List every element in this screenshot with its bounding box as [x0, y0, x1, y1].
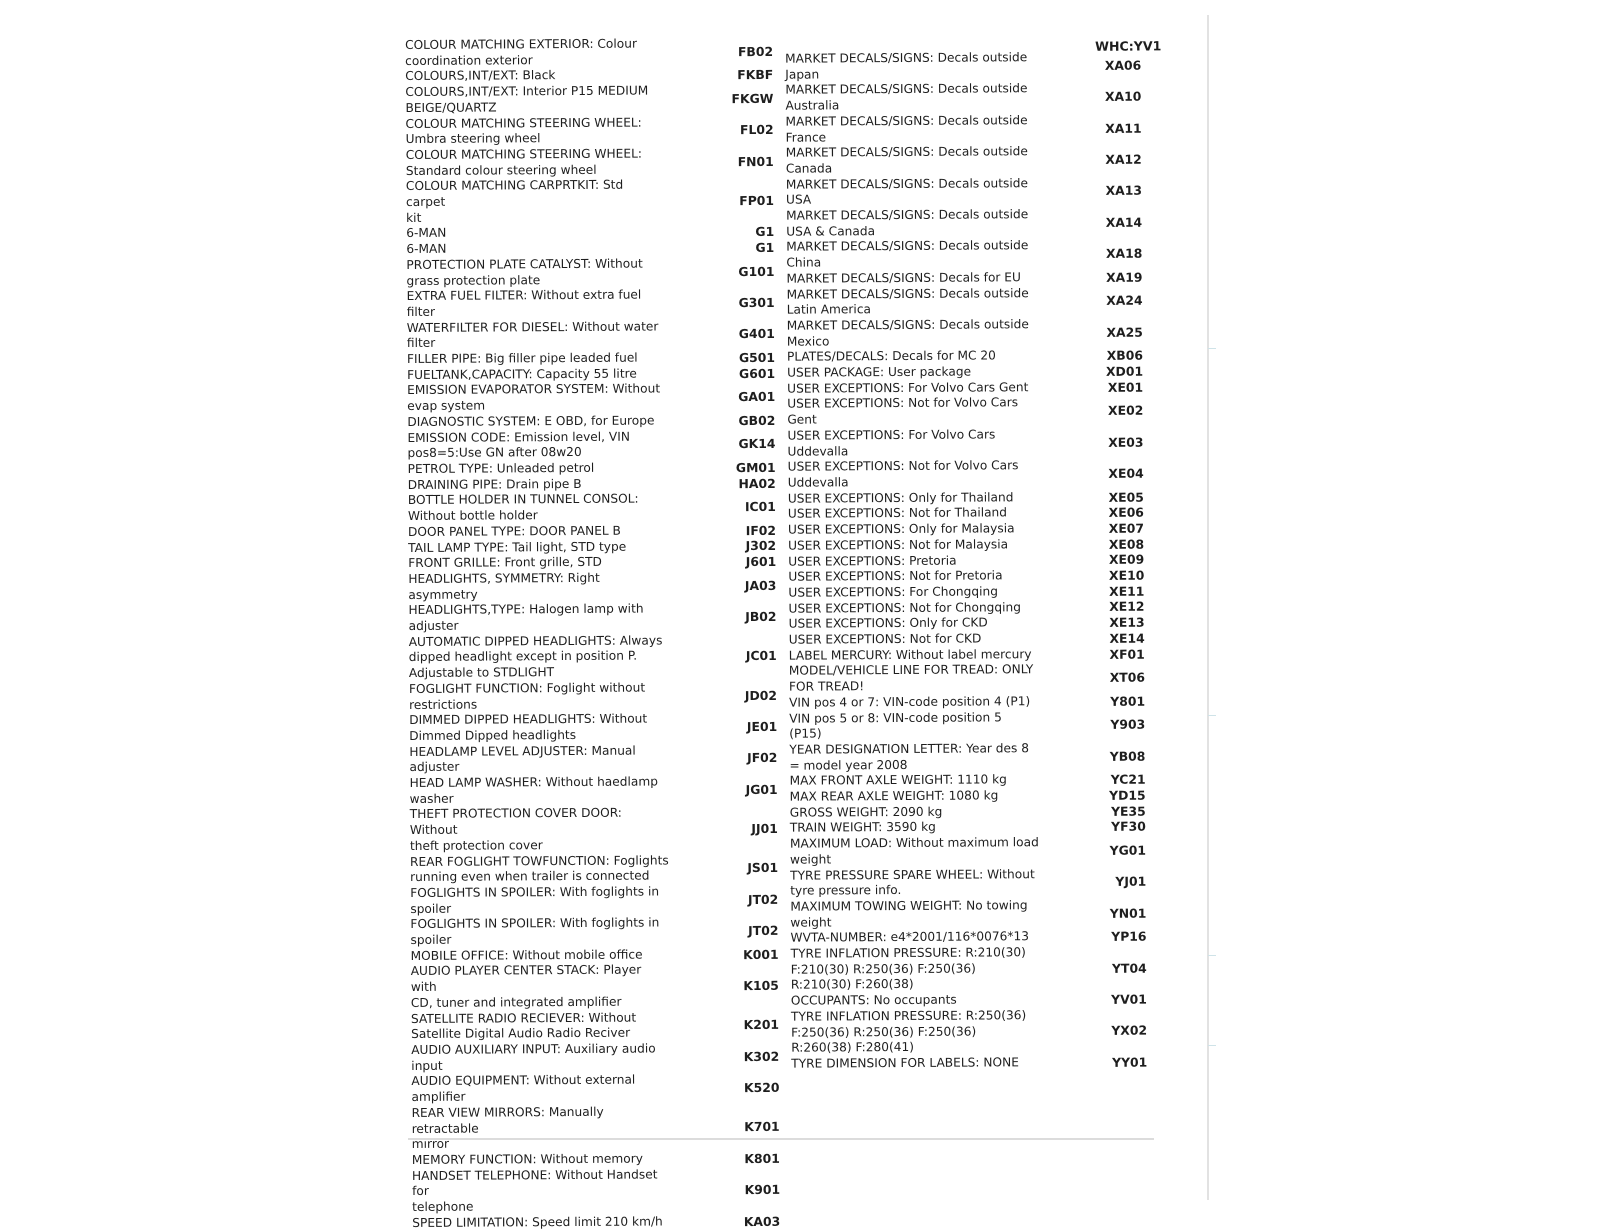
option-description: DIAGNOSTIC SYSTEM: E OBD, for Europe — [407, 413, 655, 429]
option-description: LABEL MERCURY: Without label mercury — [788, 646, 1032, 663]
option-code: XA18 — [1105, 245, 1143, 262]
option-entry — [787, 426, 1167, 460]
option-code: YE35 — [1111, 803, 1146, 819]
option-code: JE01 — [746, 718, 778, 735]
option-description: COLOUR MATCHING CARPRTKIT: Std carpet kit — [405, 177, 624, 225]
option-description: TYRE INFLATION PRESSURE: R:210(30) F:210(30) R:250(36) F:250(36) R:210(30) F:260(38) — [790, 945, 1026, 993]
option-description: USER EXCEPTIONS: Not for Volvo Cars Gent — [787, 395, 1019, 427]
option-code: XA14 — [1105, 214, 1143, 230]
left-entry-list — [405, 36, 782, 1231]
option-entry — [788, 458, 1168, 492]
option-description: MARKET DECALS/SIGNS: Decals outside China — [786, 238, 1029, 270]
option-code: YB08 — [1109, 748, 1146, 764]
option-entry — [412, 1166, 782, 1215]
option-description: MEMORY FUNCTION: Without memory — [411, 1151, 643, 1167]
option-description: EXTRA FUEL FILTER: Without extra fuel filter — [406, 287, 642, 319]
right-column — [785, 33, 1171, 1072]
option-description: USER EXCEPTIONS: For Chongqing — [788, 584, 998, 600]
option-description: TRAIN WEIGHT: 3590 kg — [789, 820, 936, 836]
option-entry — [789, 709, 1169, 743]
option-code: K701 — [744, 1119, 780, 1135]
option-description: HEADLIGHTS,TYPE: Halogen lamp with adjuster — [408, 601, 644, 634]
option-description: USER EXCEPTIONS: Not for CKD — [788, 631, 982, 647]
option-description: DRAINING PIPE: Drain pipe B — [407, 476, 582, 492]
option-code: XA24 — [1106, 292, 1143, 309]
edge-tick — [1208, 715, 1216, 716]
option-entry — [785, 112, 1165, 146]
option-code: XE02 — [1107, 402, 1144, 419]
option-description: COLOUR MATCHING STEERING WHEEL: Umbra steering wheel — [405, 115, 642, 147]
option-code: KA03 — [743, 1213, 781, 1229]
option-code: XE08 — [1108, 536, 1145, 552]
option-code: JT02 — [747, 891, 779, 907]
option-description: HEAD LAMP WASHER: Without haedlamp washer — [409, 774, 658, 806]
option-code: K201 — [743, 1017, 780, 1033]
option-code: XE09 — [1108, 551, 1145, 568]
option-code: IC01 — [744, 498, 776, 515]
edge-tick — [1208, 348, 1216, 349]
option-description: MARKET DECALS/SIGNS: Decals outside Latin America — [786, 285, 1029, 317]
option-description: OCCUPANTS: No occupants — [790, 992, 957, 1008]
option-code: G401 — [738, 326, 775, 342]
option-description: SATELLITE RADIO RECIEVER: Without Satellite Digital Audio Radio Reciver — [410, 1010, 637, 1042]
option-entry — [408, 491, 778, 525]
option-entry — [405, 114, 775, 148]
left-column — [405, 36, 782, 1231]
option-code: XE01 — [1107, 379, 1144, 395]
option-description: MARKET DECALS/SIGNS: Decals for EU — [786, 270, 1021, 286]
option-entry — [406, 146, 776, 180]
option-entry — [409, 680, 779, 714]
option-entry — [790, 866, 1170, 900]
option-description: FOGLIGHTS IN SPOILER: With foglights in spoiler — [410, 915, 660, 948]
option-entry — [785, 49, 1165, 83]
option-description: AUDIO EQUIPMENT: Without external amplifier — [411, 1073, 636, 1105]
option-description: USER EXCEPTIONS: Only for Thailand — [787, 489, 1014, 506]
option-description: YEAR DESIGNATION LETTER: Year des 8 = model year 2008 — [789, 741, 1030, 773]
option-code: XE07 — [1108, 520, 1145, 536]
option-description: MARKET DECALS/SIGNS: Decals outside USA — [785, 175, 1029, 208]
option-entry — [406, 177, 776, 226]
option-entry — [409, 711, 779, 745]
option-code: XE14 — [1109, 630, 1145, 646]
option-code: G601 — [738, 365, 776, 381]
option-code: XA06 — [1104, 57, 1142, 73]
option-entry — [411, 962, 781, 1011]
option-code: YG01 — [1109, 842, 1147, 858]
option-description: AUDIO PLAYER CENTER STACK: Player with CD, tuner and integrated amplifier — [410, 963, 642, 1010]
option-entry — [787, 316, 1167, 350]
option-description: 6-MAN — [406, 226, 447, 241]
option-code: FN01 — [737, 153, 774, 169]
option-entry — [786, 238, 1166, 272]
option-code: G301 — [738, 294, 775, 311]
option-code: YF30 — [1111, 818, 1146, 835]
option-code: GA01 — [738, 389, 776, 405]
option-code: XA19 — [1106, 269, 1143, 285]
option-description: COLOURS,INT/EXT: Black — [405, 68, 556, 84]
option-entry — [791, 944, 1171, 993]
option-description: MAX FRONT AXLE WEIGHT: 1110 kg — [789, 772, 1007, 789]
option-entry — [410, 774, 780, 808]
option-description: TAIL LAMP TYPE: Tail light, STD type — [408, 539, 627, 555]
option-description: MARKET DECALS/SIGNS: Decals outside Australia — [785, 81, 1028, 113]
option-entry — [412, 1213, 782, 1231]
option-code: HA02 — [738, 475, 776, 491]
option-code: XE11 — [1109, 583, 1145, 599]
option-entry — [786, 175, 1166, 209]
option-code: YT04 — [1111, 960, 1147, 976]
option-description: FILLER PIPE: Big filler pipe leaded fuel — [406, 350, 638, 367]
right-entry-list — [785, 49, 1171, 1072]
option-entry — [407, 318, 777, 352]
option-entry — [789, 740, 1169, 774]
option-entry — [791, 1054, 1171, 1072]
option-code: YJ01 — [1115, 873, 1147, 890]
option-entry — [408, 570, 778, 604]
option-entry — [407, 428, 777, 462]
option-entry — [412, 1104, 782, 1153]
document-page — [405, 33, 1172, 1230]
option-code: GM01 — [735, 459, 776, 475]
option-entry — [407, 381, 777, 415]
option-code: XA10 — [1104, 88, 1142, 104]
option-code: K520 — [743, 1079, 780, 1096]
option-code: IF02 — [745, 522, 777, 538]
option-description: HANDSET TELEPHONE: Without Handset for telephone — [411, 1167, 658, 1215]
edge-tick — [1208, 1045, 1216, 1046]
option-code: JD02 — [744, 687, 778, 703]
option-code: FB02 — [737, 43, 774, 59]
option-code: XA25 — [1106, 324, 1143, 340]
option-code: JS01 — [747, 860, 779, 876]
option-description: MARKET DECALS/SIGNS: Decals outside USA & Canada — [786, 207, 1029, 239]
option-description: PETROL TYPE: Unleaded petrol — [407, 460, 595, 476]
option-entry — [786, 206, 1166, 240]
option-entry — [410, 805, 780, 854]
option-description: REAR FOGLIGHT TOWFUNCTION: Foglights running even when trailer is connected — [409, 852, 669, 885]
option-code: XB06 — [1106, 347, 1143, 364]
option-description: FRONT GRILLE: Front grille, STD — [408, 555, 602, 571]
option-description: TYRE DIMENSION FOR LABELS: NONE — [791, 1055, 1019, 1071]
option-description: MODEL/VEHICLE LINE FOR TREAD: ONLY FOR TREAD! — [788, 662, 1034, 694]
option-description: AUDIO AUXILIARY INPUT: Auxiliary audio input — [411, 1041, 656, 1073]
option-description: VIN pos 4 or 7: VIN-code position 4 (P1) — [789, 694, 1031, 710]
option-code: JF02 — [747, 750, 778, 766]
option-description: FOGLIGHT FUNCTION: Foglight without restrictions — [408, 680, 646, 712]
option-entry — [410, 852, 780, 886]
option-code: FP01 — [739, 192, 775, 208]
option-description: USER EXCEPTIONS: Only for CKD — [788, 615, 988, 631]
option-code: XF01 — [1109, 646, 1145, 662]
option-description: DIMMED DIPPED HEADLIGHTS: Without Dimmed Dipped headlights — [409, 711, 648, 743]
option-description: MAX REAR AXLE WEIGHT: 1080 kg — [789, 788, 999, 804]
option-entry — [790, 897, 1170, 931]
option-description: MARKET DECALS/SIGNS: Decals outside Japan — [785, 50, 1028, 82]
option-code: K801 — [744, 1150, 780, 1166]
option-code: JJ01 — [751, 820, 778, 837]
option-description: EMISSION CODE: Emission level, VIN pos8=5:Use GN after 08w20 — [407, 429, 630, 461]
option-entry — [407, 287, 777, 321]
option-description: COLOURS,INT/EXT: Interior P15 MEDIUM BEIGE/QUARTZ — [405, 83, 649, 115]
option-description: HEADLAMP LEVEL ADJUSTER: Manual adjuster — [409, 743, 636, 775]
option-entry — [410, 884, 780, 918]
option-entry — [409, 632, 779, 681]
option-description: USER EXCEPTIONS: Not for Pretoria — [788, 568, 1003, 584]
option-code: J601 — [745, 553, 777, 570]
option-entry — [791, 1007, 1171, 1056]
option-description: DOOR PANEL TYPE: DOOR PANEL B — [407, 523, 621, 539]
option-entry — [787, 285, 1167, 319]
option-description: WATERFILTER FOR DIESEL: Without water filter — [406, 319, 659, 351]
option-description: USER EXCEPTIONS: For Volvo Cars Gent — [787, 379, 1029, 396]
option-code: Y903 — [1110, 716, 1146, 733]
option-entry — [409, 742, 779, 776]
option-code: XE12 — [1109, 599, 1145, 615]
option-code: GB02 — [738, 412, 776, 428]
option-code: GK14 — [738, 436, 776, 452]
option-entry — [789, 662, 1169, 696]
option-code: JB02 — [745, 608, 777, 625]
option-description: MARKET DECALS/SIGNS: Decals outside France — [785, 113, 1028, 145]
option-code: XE03 — [1108, 434, 1144, 450]
option-description: TYRE INFLATION PRESSURE: R:250(36) F:250(36) R:250(36) F:250(36) R:260(38) F:280(41) — [790, 1008, 1027, 1055]
option-description: GROSS WEIGHT: 2090 kg — [789, 804, 943, 820]
option-code: YX02 — [1111, 1023, 1148, 1039]
option-entry — [787, 395, 1167, 429]
option-code: XA11 — [1105, 120, 1142, 136]
option-code: Y801 — [1110, 693, 1146, 709]
option-code: YD15 — [1109, 787, 1146, 803]
option-description: 6-MAN — [406, 241, 447, 257]
option-description: MARKET DECALS/SIGNS: Decals outside Mexico — [786, 317, 1029, 349]
option-description: REAR VIEW MIRRORS: Manually retractable mirror — [411, 1104, 604, 1152]
option-code: G1 — [755, 239, 775, 255]
option-code: YN01 — [1109, 905, 1147, 921]
option-code: G1 — [755, 224, 775, 240]
option-entry — [411, 1009, 781, 1043]
option-code: YC21 — [1110, 771, 1146, 788]
option-description: WVTA-NUMBER: e4*2001/116*0076*13 — [790, 929, 1030, 946]
option-code: YV01 — [1111, 991, 1147, 1007]
option-description: MAXIMUM TOWING WEIGHT: No towing weight — [790, 898, 1028, 930]
option-code: K302 — [743, 1048, 780, 1064]
option-code: FKGW — [731, 90, 774, 106]
option-description: EMISSION EVAPORATOR SYSTEM: Without evap system — [407, 381, 661, 414]
option-description: USER EXCEPTIONS: For Volvo Cars Uddevalla — [787, 427, 996, 459]
option-code: XA12 — [1105, 151, 1142, 167]
option-code: YP16 — [1111, 928, 1147, 945]
option-description: THEFT PROTECTION COVER DOOR: Without theft protection cover — [409, 806, 622, 853]
option-entry — [408, 601, 778, 635]
option-description: FOGLIGHTS IN SPOILER: With foglights in spoiler — [410, 884, 660, 916]
option-description: TYRE PRESSURE SPARE WHEEL: Without tyre pressure info. — [790, 866, 1035, 898]
option-description: BOTTLE HOLDER IN TUNNEL CONSOL: Without bottle holder — [407, 491, 639, 524]
footer-rule — [408, 1138, 1154, 1140]
option-description: MAXIMUM LOAD: Without maximum load weight — [789, 835, 1039, 867]
option-description: FUELTANK,CAPACITY: Capacity 55 litre — [407, 366, 637, 382]
option-code: XE06 — [1108, 504, 1144, 521]
option-code: XE04 — [1108, 465, 1144, 481]
option-code: JG01 — [745, 781, 778, 797]
option-code: K001 — [743, 946, 779, 962]
option-entry — [411, 1041, 781, 1075]
option-description: PROTECTION PLATE CATALYST: Without grass protection plate — [406, 256, 643, 288]
option-description: HEADLIGHTS, SYMMETRY: Right asymmetry — [408, 570, 600, 602]
option-code: XA13 — [1105, 182, 1142, 199]
option-description: USER EXCEPTIONS: Not for Volvo Cars Uddevalla — [787, 458, 1019, 490]
edge-tick — [1208, 955, 1216, 956]
option-code: K105 — [743, 977, 779, 994]
option-code: XD01 — [1105, 363, 1144, 379]
option-code: JA03 — [744, 577, 777, 593]
option-code: YY01 — [1112, 1054, 1148, 1070]
option-entry — [405, 83, 775, 117]
option-entry — [790, 834, 1170, 868]
option-entry — [785, 81, 1165, 115]
option-description: AUTOMATIC DIPPED HEADLIGHTS: Always dipped headlight except in position P. Adjustable to STDLIGHT — [408, 633, 663, 681]
option-code: J302 — [745, 538, 777, 554]
option-description: PLATES/DECALS: Decals for MC 20 — [786, 348, 996, 365]
option-entry — [411, 1072, 781, 1106]
option-code: JC01 — [745, 648, 777, 664]
option-description: COLOUR MATCHING STEERING WHEEL: Standard colour steering wheel — [405, 146, 643, 178]
option-code: G101 — [738, 263, 775, 279]
header-code: WHC:YV1 — [1095, 38, 1162, 54]
page-edge-line — [1207, 15, 1209, 1200]
option-description: MARKET DECALS/SIGNS: Decals outside Canada — [785, 144, 1028, 176]
option-code: K901 — [744, 1182, 781, 1198]
option-description: SPEED LIMITATION: Speed limit 210 km/h — [412, 1214, 663, 1230]
option-description: COLOUR MATCHING EXTERIOR: Colour coordination exterior — [405, 36, 637, 68]
option-code: XT06 — [1109, 669, 1145, 685]
option-code: JT02 — [748, 922, 779, 939]
option-description: USER EXCEPTIONS: Not for Malaysia — [788, 537, 1009, 553]
option-description: USER EXCEPTIONS: Pretoria — [788, 553, 957, 569]
option-entry — [786, 144, 1166, 178]
option-code: XE13 — [1109, 614, 1145, 631]
option-entry — [410, 915, 780, 949]
option-description: USER PACKAGE: User package — [787, 364, 972, 380]
option-code: XE10 — [1108, 567, 1145, 583]
option-code: G501 — [738, 349, 776, 366]
option-description: USER EXCEPTIONS: Not for Thailand — [787, 505, 1008, 522]
option-description: USER EXCEPTIONS: Only for Malaysia — [787, 521, 1015, 537]
option-entry — [405, 36, 775, 70]
option-description: USER EXCEPTIONS: Not for Chongqing — [788, 599, 1022, 616]
option-code: FKBF — [737, 67, 774, 83]
option-entry — [406, 256, 776, 290]
option-code: FL02 — [739, 122, 774, 138]
option-description: MOBILE OFFICE: Without mobile office — [410, 947, 643, 963]
option-description: VIN pos 5 or 8: VIN-code position 5 (P15) — [789, 709, 1002, 741]
option-code: XE05 — [1108, 489, 1144, 505]
